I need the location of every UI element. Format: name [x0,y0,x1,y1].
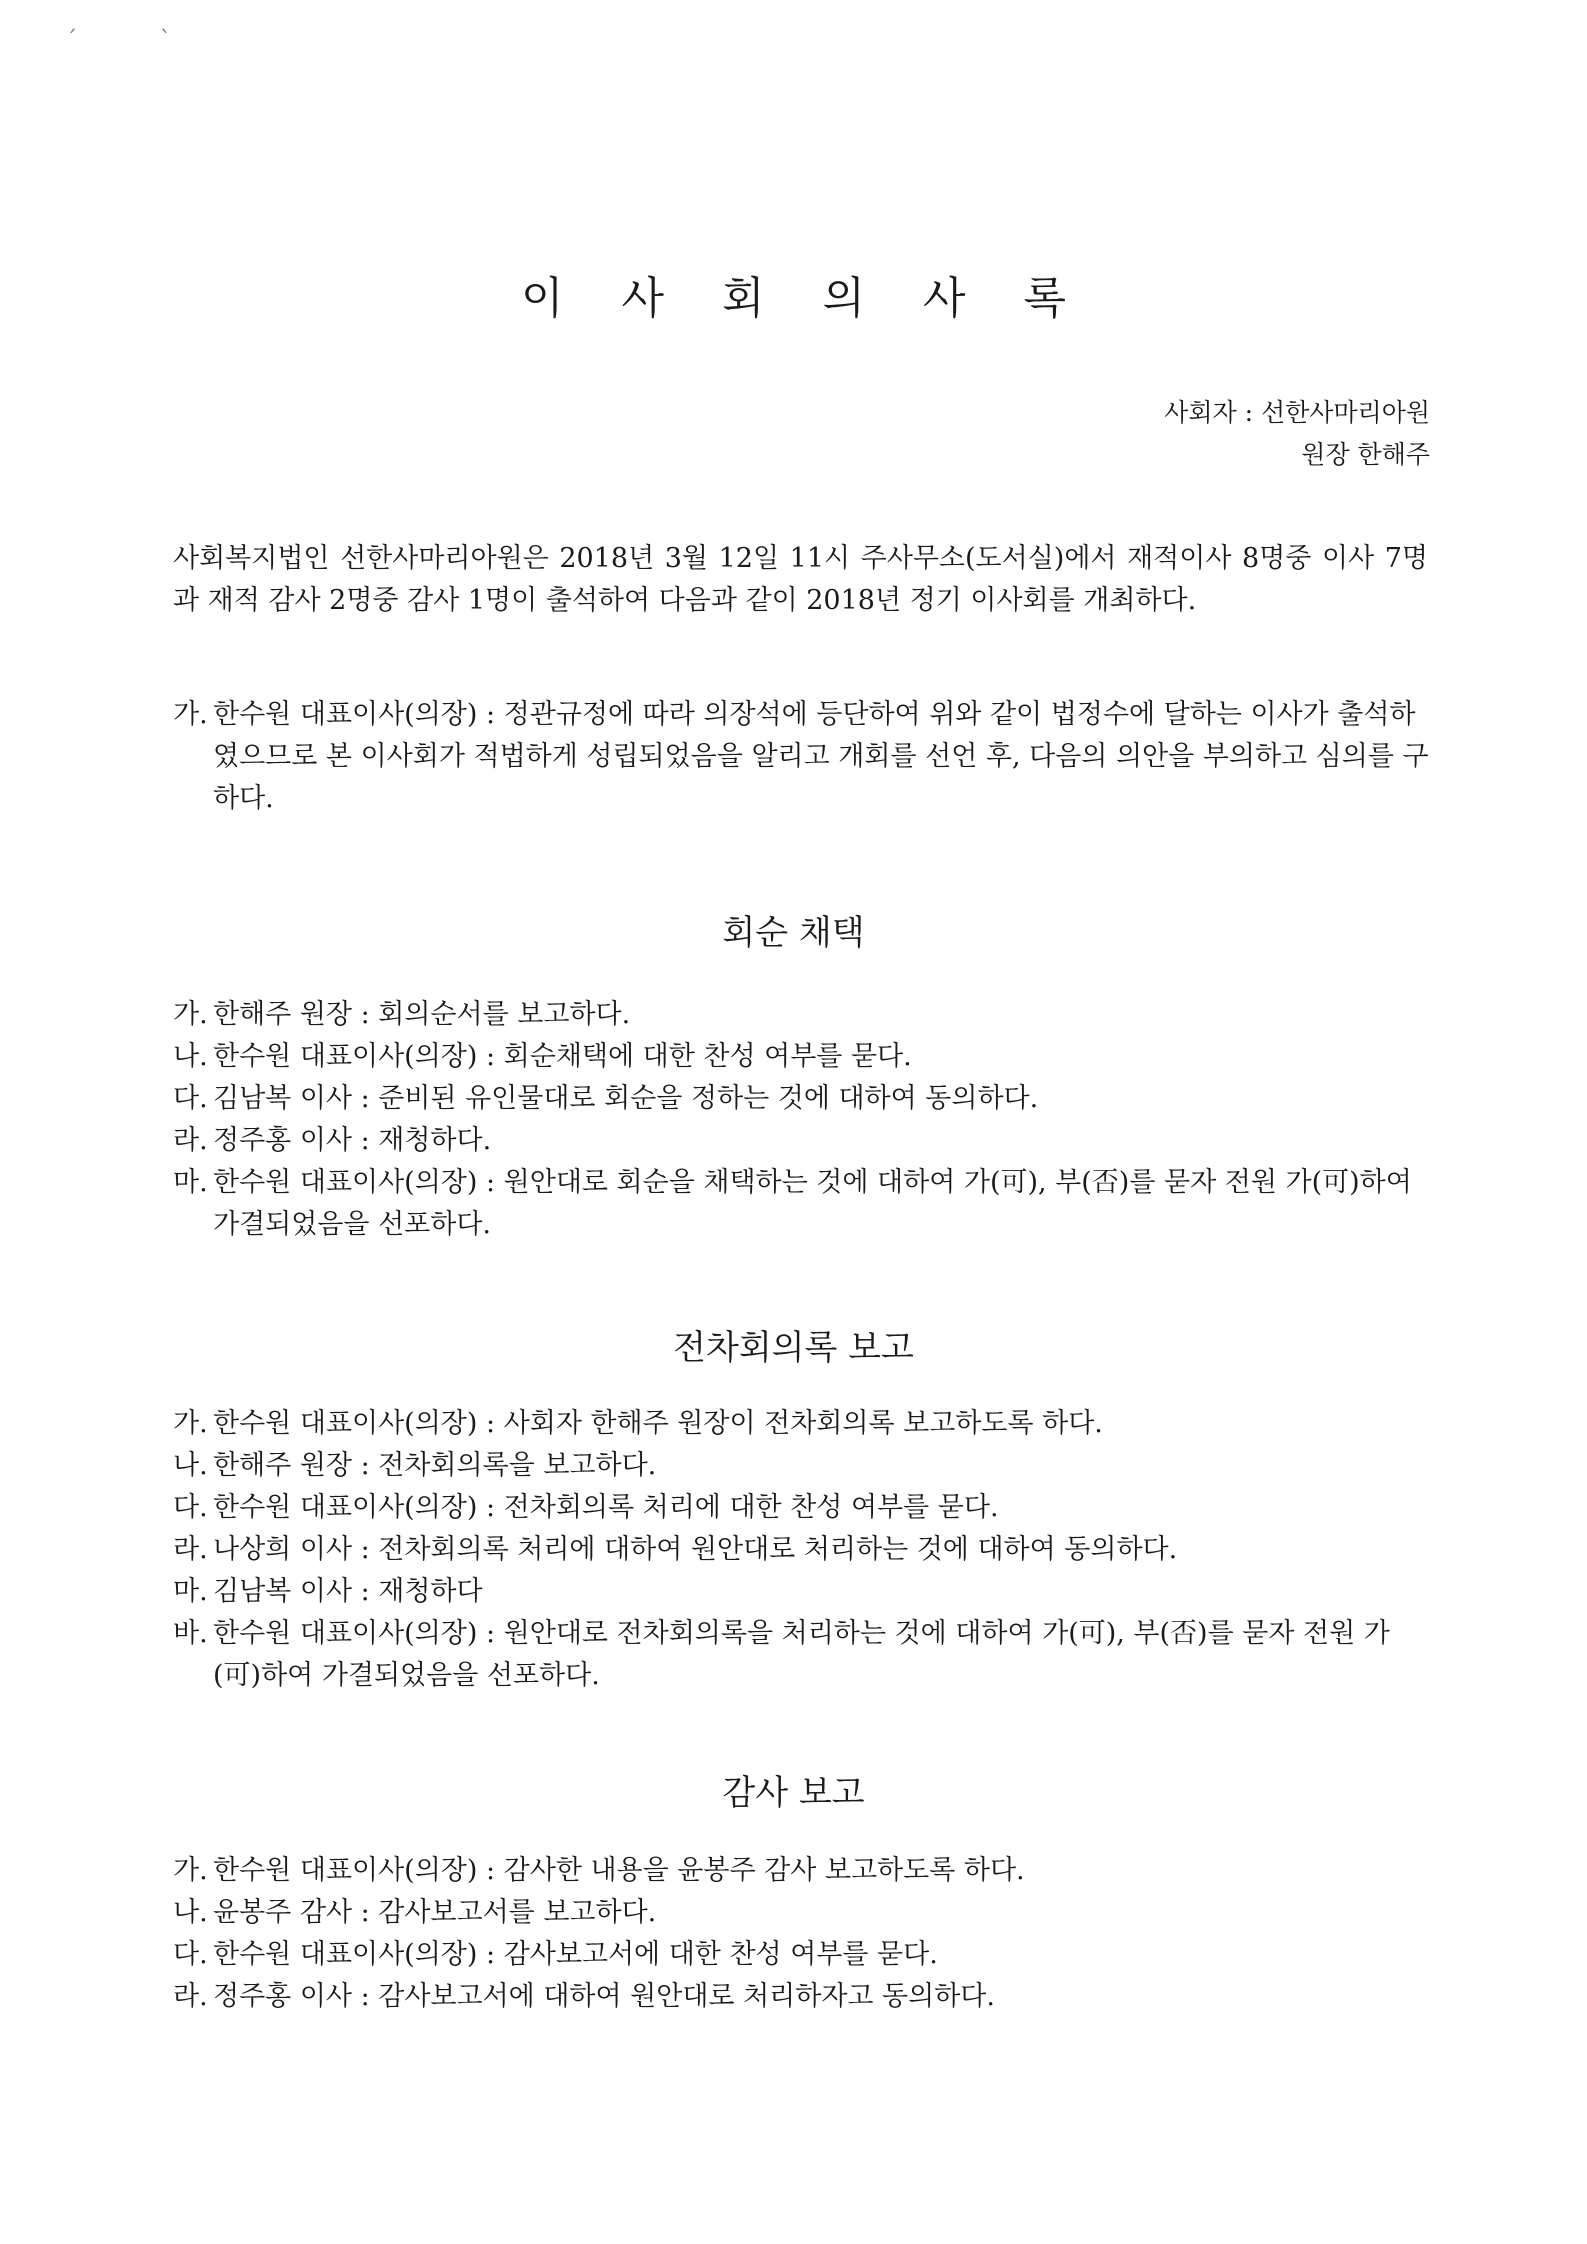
section-list-agenda [173,994,1433,1246]
section-heading-agenda: 회순 채택 [722,913,865,953]
scan-artifact-icon: ˋ [160,28,171,53]
section-heading-audit-report: 감사 보고 [722,1773,865,1813]
presider-line-2: 원장 한해주 [1301,440,1430,469]
list-item [173,1162,1433,1246]
list-item [173,1850,1433,1892]
list-item [173,1487,1433,1529]
list-item [173,1976,1433,2018]
list-marker: 라. [173,1534,208,1565]
list-item [173,1120,1433,1162]
list-item-text: 한수원 대표이사(의장) : 원안대로 회순을 채택하는 것에 대하여 가(可), 부(否)를 묻자 전원 가(可)하여 가결되었음을 선포하다. [213,1167,1412,1240]
list-marker: 다. [173,1939,208,1970]
list-item [173,994,1433,1036]
list-marker: 나. [173,1897,208,1928]
list-marker: 가. [173,699,208,730]
list-item-text: 윤봉주 감사 : 감사보고서를 보고하다. [213,1897,657,1928]
list-item [173,1613,1433,1697]
section-list-previous-minutes [173,1403,1433,1697]
list-item [173,1529,1433,1571]
list-marker: 라. [173,1125,208,1156]
section-list-audit-report [173,1850,1433,2018]
presider-block [1164,392,1430,476]
list-item-text: 정주홍 이사 : 감사보고서에 대하여 원안대로 처리하자고 동의하다. [213,1981,995,2012]
list-item-text: 한수원 대표이사(의장) : 전차회의록 처리에 대한 찬성 여부를 묻다. [213,1492,999,1523]
list-item-text: 한수원 대표이사(의장) : 원안대로 전차회의록을 처리하는 것에 대하여 가(可), 부(否)를 묻자 전원 가(可)하여 가결되었음을 선포하다. [213,1618,1390,1691]
list-item-text: 김남복 이사 : 재청하다 [213,1576,483,1607]
opening-list [173,694,1433,820]
list-item [173,694,1433,820]
list-marker: 마. [173,1576,208,1607]
list-item [173,1445,1433,1487]
list-item [173,1892,1433,1934]
intro-paragraph: 사회복지법인 선한사마리아원은 2018년 3월 12일 11시 주사무소(도서실)에서 재적이사 8명중 이사 7명과 재적 감사 2명중 감사 1명이 출석하여 다음과 같이 2018년 정기 이사회를 개최하다. [173,543,1428,616]
list-item-text: 한수원 대표이사(의장) : 회순채택에 대한 찬성 여부를 묻다. [213,1041,912,1072]
list-marker: 가. [173,1855,208,1886]
list-item-text: 김남복 이사 : 준비된 유인물대로 회순을 정하는 것에 대하여 동의하다. [213,1083,1039,1114]
list-item-text: 한해주 원장 : 회의순서를 보고하다. [213,999,631,1030]
list-item-text: 한수원 대표이사(의장) : 감사보고서에 대한 찬성 여부를 묻다. [213,1939,938,1970]
list-marker: 라. [173,1981,208,2012]
list-item [173,1036,1433,1078]
list-marker: 마. [173,1167,208,1198]
list-item-text: 한수원 대표이사(의장) : 사회자 한해주 원장이 전차회의록 보고하도록 하다. [213,1408,1103,1439]
list-marker: 나. [173,1450,208,1481]
list-item-text: 나상희 이사 : 전차회의록 처리에 대하여 원안대로 처리하는 것에 대하여 동의하다. [213,1534,1178,1565]
scan-artifact-icon: ˊ [66,28,77,53]
list-marker: 다. [173,1083,208,1114]
list-marker: 가. [173,1408,208,1439]
list-marker: 바. [173,1618,208,1649]
list-item-text: 한해주 원장 : 전차회의록을 보고하다. [213,1450,657,1481]
document-title: 이 사 회 의 사 록 [521,273,1088,324]
list-marker: 나. [173,1041,208,1072]
list-item-text: 한수원 대표이사(의장) : 정관규정에 따라 의장석에 등단하여 위와 같이 법정수에 달하는 이사가 출석하였으므로 본 이사회가 적법하게 성립되었음을 알리고 개회를 선언 후, 다음의 의안을 부의하고 심의를 구하다. [213,699,1429,814]
list-item-text: 정주홍 이사 : 재청하다. [213,1125,492,1156]
list-marker: 가. [173,999,208,1030]
list-item [173,1934,1433,1976]
list-item [173,1571,1433,1613]
list-item [173,1403,1433,1445]
presider-line-1: 사회자 : 선한사마리아원 [1164,398,1430,427]
list-marker: 다. [173,1492,208,1523]
list-item [173,1078,1433,1120]
list-item-text: 한수원 대표이사(의장) : 감사한 내용을 윤봉주 감사 보고하도록 하다. [213,1855,1025,1886]
section-heading-previous-minutes: 전차회의록 보고 [673,1328,914,1368]
